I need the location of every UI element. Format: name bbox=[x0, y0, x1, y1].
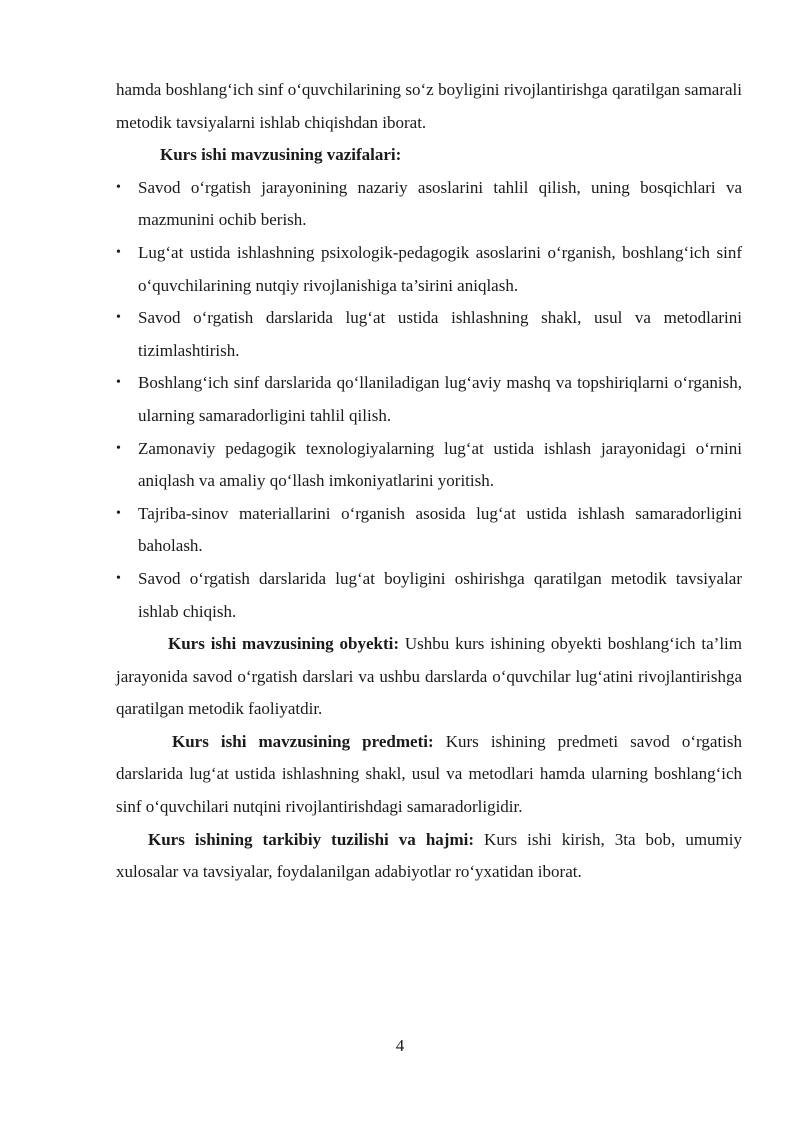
list-item-text: Boshlang‘ich sinf darslarida qo‘llaniladigan lug‘aviy mashq va topshiriqlarni o‘rganish, ularning samaradorligini tahlil qilish. bbox=[138, 373, 742, 425]
object-label: Kurs ishi mavzusining obyekti: bbox=[168, 634, 400, 654]
object-text: Ushbu kurs ishining obyekti boshlang‘ich ta’lim jarayonida savod o‘rgatish darslari va ushbu darslarda o‘quvchilar lug‘atini rivojlantirishga qaratilgan metodik faoliyatdir. bbox=[116, 634, 742, 719]
list-item bbox=[116, 237, 742, 302]
list-item bbox=[116, 498, 742, 563]
subject-label: Kurs ishi mavzusining predmeti: bbox=[172, 731, 434, 751]
subject-text: Kurs ishining predmeti savod o‘rgatish darslarida lug‘at ustida ishlashning shakl, usul va metodlari hamda ularning boshlang‘ich sinf o‘quvchilari nutqini rivojlantirishdagi samaradorligidir. bbox=[116, 731, 743, 817]
list-item bbox=[116, 563, 742, 628]
list-item-text: Savod o‘rgatish darslarida lug‘at ustida ishlashning shakl, usul va metodlarini tizimlashtirish. bbox=[138, 308, 742, 360]
bullet-icon: • bbox=[116, 440, 121, 456]
bullet-icon: • bbox=[116, 244, 121, 260]
list-item-text: Tajriba-sinov materiallarini o‘rganish asosida lug‘at ustida ishlash samaradorligini baholash. bbox=[138, 503, 742, 556]
list-item-text: Savod o‘rgatish jarayonining nazariy asoslarini tahlil qilish, uning bosqichlari va mazmunini ochib berish. bbox=[138, 177, 742, 230]
bullet-icon: • bbox=[116, 310, 121, 326]
list-item-text: Savod o‘rgatish darslarida lug‘at boyligini oshirishga qaratilgan metodik tavsiyalar ishlab chiqish. bbox=[138, 568, 742, 621]
bullet-icon: • bbox=[116, 505, 121, 521]
structure-paragraph bbox=[116, 824, 742, 889]
list-item-text: Zamonaviy pedagogik texnologiyalarning lug‘at ustida ishlash jarayonidagi o‘rnini aniqlash va amaliy qo‘llash imkoniyatlarini yoritish. bbox=[138, 438, 742, 491]
bullet-icon: • bbox=[116, 375, 121, 391]
page-content bbox=[116, 74, 742, 889]
list-item-text: Lug‘at ustida ishlashning psixologik-pedagogik asoslarini o‘rganish, boshlang‘ich sinf o‘quvchilarining nutqiy rivojlanishiga ta’sirini aniqlash. bbox=[138, 242, 742, 295]
tasks-heading: Kurs ishi mavzusining vazifalari: bbox=[160, 145, 402, 165]
bullet-icon: • bbox=[116, 179, 121, 195]
list-item bbox=[116, 172, 742, 237]
list-item bbox=[116, 433, 742, 498]
list-item bbox=[116, 367, 742, 432]
structure-label: Kurs ishining tarkibiy tuzilishi va hajmi: bbox=[148, 829, 475, 849]
structure-text: Kurs ishi kirish, 3ta bob, umumiy xulosalar va tavsiyalar, foydalanilgan adabiyotlar ro‘yxatidan iborat. bbox=[116, 829, 742, 882]
object-paragraph bbox=[116, 628, 742, 726]
subject-paragraph bbox=[116, 726, 742, 824]
list-item bbox=[116, 302, 742, 367]
tasks-list bbox=[116, 172, 742, 628]
page-number: 4 bbox=[395, 1036, 405, 1055]
intro-continuation-paragraph: hamda boshlang‘ich sinf o‘quvchilarining so‘z boyligini rivojlantirishga qaratilgan samarali metodik tavsiyalarni ishlab chiqishdan iborat. bbox=[116, 80, 742, 132]
bullet-icon: • bbox=[116, 570, 121, 586]
